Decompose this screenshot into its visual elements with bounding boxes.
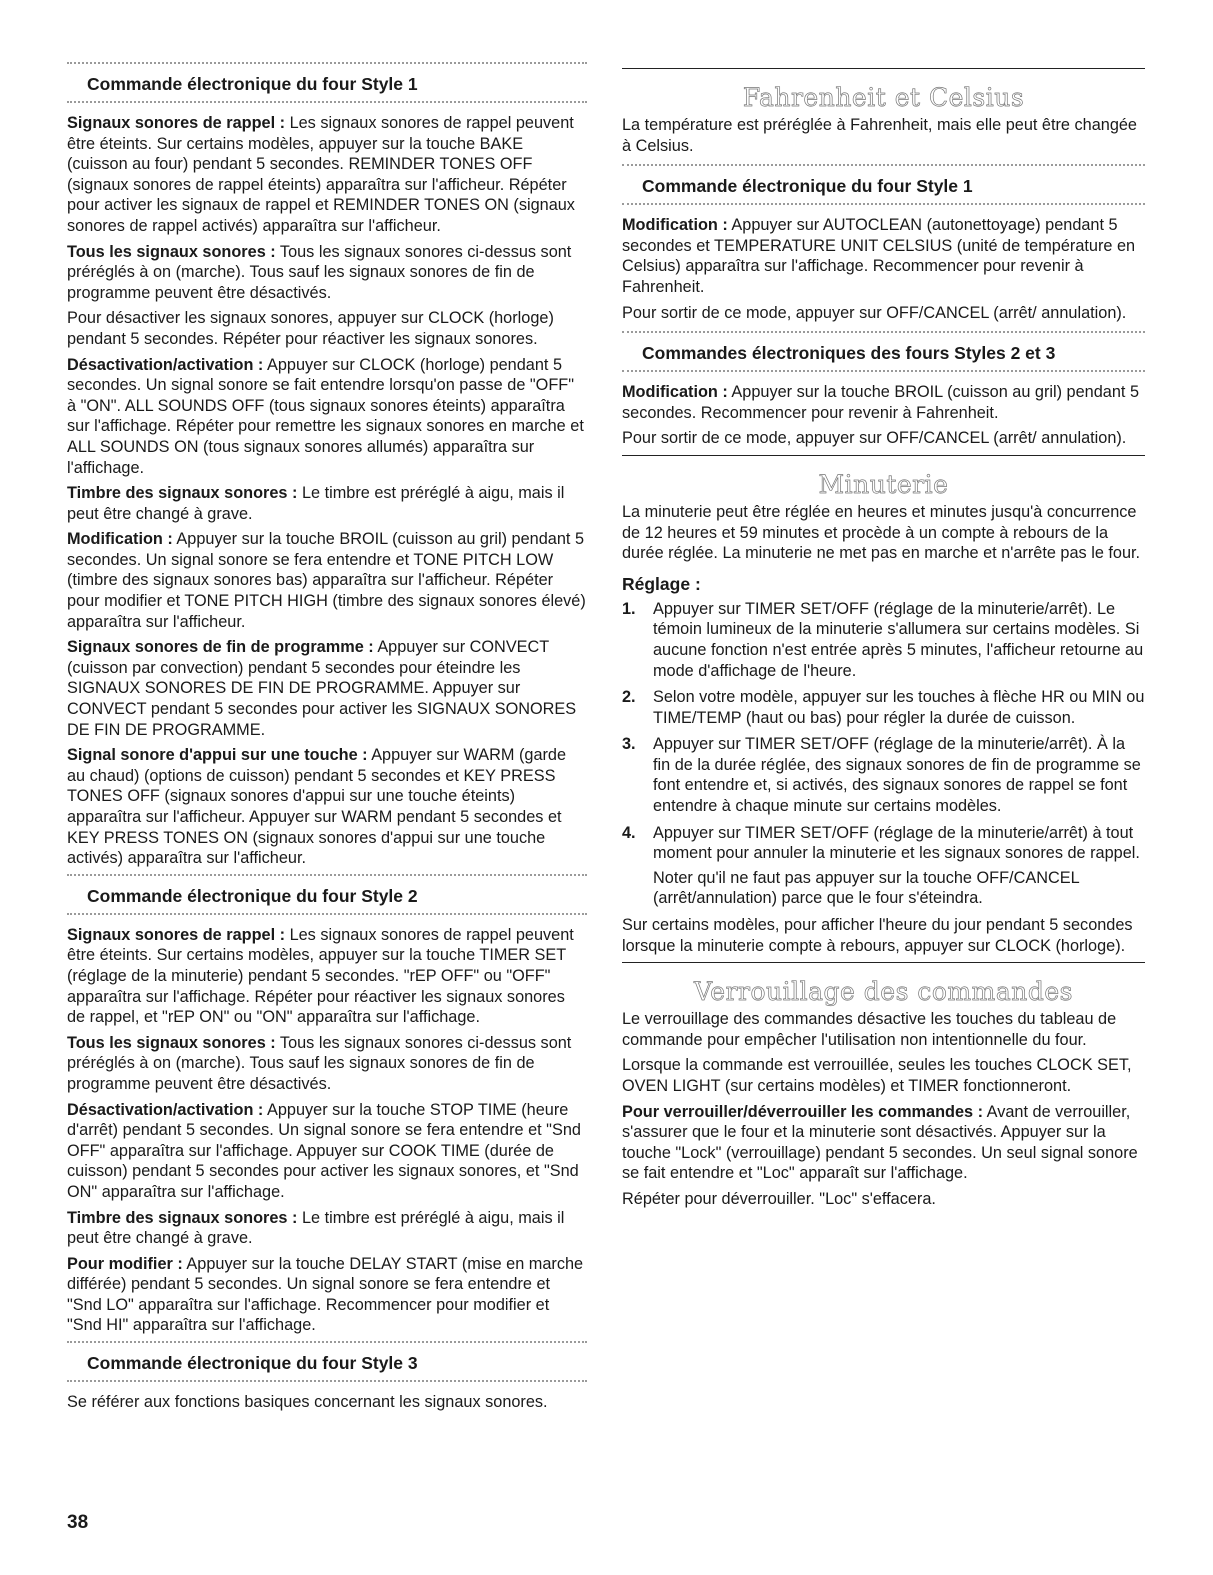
list-item <box>622 823 1145 909</box>
term-text: Appuyer sur AUTOCLEAN (autonettoyage) pendant 5 secondes et TEMPERATURE UNIT CELSIUS (unité de température en Celsius) apparaîtra sur l'affichage. Recommencer pour revenir à Fahrenheit. <box>622 216 1136 296</box>
paragraph <box>622 382 1145 423</box>
paragraph <box>622 215 1145 297</box>
step-number: 1. <box>622 599 636 618</box>
term-label: Signaux sonores de rappel : <box>67 114 286 132</box>
step-text: Appuyer sur TIMER SET/OFF (réglage de la minuterie/arrêt) à tout moment pour annuler la minuterie et les signaux sonores de rappel. <box>653 823 1140 863</box>
term-text: Appuyer sur la touche STOP TIME (heure d'arrêt) pendant 5 secondes. Un signal sonore se fera entendre et "Snd OFF" apparaîtra sur l'affichage. Appuyer sur COOK TIME (durée de cuisson) pendant 5 secondes pour activer les signaux sonores, et "Snd ON" apparaîtra sur l'affichage. <box>67 1100 581 1201</box>
paragraph <box>67 1033 587 1095</box>
paragraph: Pour sortir de ce mode, appuyer sur OFF/CANCEL (arrêt/ annulation). <box>622 429 1127 448</box>
step-text: Appuyer sur TIMER SET/OFF (réglage de la minuterie/arrêt). À la fin de la durée réglée, des signaux sonores de fin de programme se font entendre et, si activés, des signaux sonores de rappel se font entendre à chaque minute sur certains modèles. <box>653 735 1141 816</box>
paragraph <box>67 355 587 479</box>
term-text: Appuyer sur la touche DELAY START (mise en marche différée) pendant 5 secondes. Un signal sonore se fera entendre et "Snd LO" apparaîtra sur l'affichage. Recommencer pour modifier et "Snd HI" apparaîtra sur l'affichage. <box>67 1254 584 1335</box>
minuterie-section-title: Minuterie <box>622 455 1145 500</box>
term-label: Signaux sonores de fin de programme : <box>67 638 374 657</box>
term-text: Appuyer sur CLOCK (horloge) pendant 5 secondes. Un signal sonore se fait entendre lorsqu'on passe de "OFF" à "ON". ALL SOUNDS OFF (tous signaux sonores éteints) apparaîtra sur l'affichage. Répéter pour remettre les signaux sonores en marche et ALL SOUNDS ON (tous signaux sonores allumés) apparaîtra sur l'affichage. <box>67 355 584 477</box>
style2-heading: Commande électronique du four Style 2 <box>67 874 587 915</box>
term-text: Les signaux sonores de rappel peuvent être éteints. Sur certains modèles, appuyer sur la touche TIMER SET (réglage de la minuterie) pendant 5 secondes. "rEP OFF" ou "OFF" apparaîtra sur l'affichage. Répéter pour réactiver les signaux sonores de rappel, et "rEP ON" ou "ON" apparaîtra sur l'affichage. <box>67 925 574 1027</box>
verrouillage-section-title: Verrouillage des commandes <box>622 962 1145 1007</box>
term-label: Désactivation/activation : <box>67 1100 264 1119</box>
step-text: Appuyer sur TIMER SET/OFF (réglage de la minuterie/arrêt). Le témoin lumineux de la minuterie s'allumera sur certains modèles. Si aucune fonction n'est entrée après 5 minutes, l'afficheur retourne au mode d'affichage de l'heure. <box>653 599 1144 680</box>
paragraph: La minuterie peut être réglée en heures et minutes jusqu'à concurrence de 12 heures et 59 minutes et procède à un compte à rebours de la durée réglée. La minuterie ne met pas en marche et n'arrête pas le four. <box>622 502 1141 563</box>
list-item <box>622 734 1145 816</box>
paragraph <box>67 745 587 869</box>
term-text: Appuyer sur la touche BROIL (cuisson au gril) pendant 5 secondes. Un signal sonore se fera entendre et TONE PITCH LOW (timbre des signaux sonores bas) apparaîtra sur l'afficheur. Répéter pour modifier et TONE PITCH HIGH (timbre des signaux sonores élevé) apparaîtra sur l'afficheur. <box>67 530 586 631</box>
term-text: Le timbre est préréglé à aigu, mais il peut être changé à grave. <box>67 1208 565 1248</box>
term-label: Modification : <box>622 216 728 235</box>
paragraph: Se référer aux fonctions basiques concernant les signaux sonores. <box>67 1393 548 1412</box>
term-text: Les signaux sonores de rappel peuvent être éteints. Sur certains modèles, appuyer sur la touche BAKE (cuisson au four) pendant 5 secondes. REMINDER TONES OFF (signaux sonores de rappel éteints) apparaîtra sur l'afficheur. Répéter pour activer les signaux de rappel et REMINDER TONES ON (signaux sonores de rappel activés) apparaîtra sur l'afficheur. <box>67 114 575 235</box>
step-number: 3. <box>622 735 636 754</box>
term-text: Tous les signaux sonores ci-dessus sont préréglés à on (marche). Tous sauf les signaux sonores de fin de programme peuvent être désactivés. <box>67 242 572 302</box>
style3-heading: Commande électronique du four Style 3 <box>67 1341 587 1382</box>
fahrenheit-style1-heading: Commande électronique du four Style 1 <box>622 164 1145 205</box>
step-number: 4. <box>622 823 636 842</box>
term-text: Tous les signaux sonores ci-dessus sont préréglés à on (marche). Tous sauf les signaux sonores de fin de programme peuvent être désactivés. <box>67 1033 572 1093</box>
paragraph <box>67 1208 587 1249</box>
style1-heading: Commande électronique du four Style 1 <box>67 62 587 103</box>
paragraph <box>67 925 587 1028</box>
paragraph: Lorsque la commande est verrouillée, seules les touches CLOCK SET, OVEN LIGHT (sur certains modèles) et TIMER fonctionneront. <box>622 1056 1132 1095</box>
term-label: Tous les signaux sonores : <box>67 1033 276 1052</box>
term-label: Signaux sonores de rappel : <box>67 925 286 944</box>
steps-list <box>622 599 1145 909</box>
paragraph <box>67 529 587 632</box>
term-label: Désactivation/activation : <box>67 355 264 374</box>
reglage-heading: Réglage : <box>622 573 701 594</box>
term-text: Avant de verrouiller, s'assurer que le four et la minuterie sont désactivés. Appuyer sur la touche "Lock" (verrouillage) pendant 5 secondes. Un seul signal sonore se fait entendre et "Loc" apparaît sur l'affichage. <box>622 1102 1138 1183</box>
term-text: Appuyer sur CONVECT (cuisson par convection) pendant 5 secondes pour éteindre les SIGNAUX SONORES DE FIN DE PROGRAMME. Appuyer sur CONVECT pendant 5 secondes pour activer les SIGNAUX SONORES DE FIN DE PROGRAMME. <box>67 638 577 739</box>
paragraph: Sur certains modèles, pour afficher l'heure du jour pendant 5 secondes lorsque la minuterie compte à rebours, appuyer sur CLOCK (horloge). <box>622 916 1133 955</box>
paragraph: Répéter pour déverrouiller. "Loc" s'effacera. <box>622 1189 936 1208</box>
term-text: Appuyer sur la touche BROIL (cuisson au gril) pendant 5 secondes. Recommencer pour revenir à Fahrenheit. <box>622 383 1139 422</box>
left-column <box>67 62 587 1418</box>
list-item <box>622 599 1145 681</box>
term-label: Signal sonore d'appui sur une touche : <box>67 746 368 765</box>
paragraph: Pour désactiver les signaux sonores, appuyer sur CLOCK (horloge) pendant 5 secondes. Répéter pour réactiver les signaux sonores. <box>67 309 554 348</box>
term-label: Modification : <box>622 383 728 402</box>
page-number: 38 <box>67 1512 89 1533</box>
term-label: Pour verrouiller/déverrouiller les commandes : <box>622 1102 984 1121</box>
paragraph <box>67 113 587 237</box>
fahrenheit-style23-heading: Commandes électroniques des fours Styles 2 et 3 <box>622 331 1145 372</box>
paragraph <box>67 1100 587 1203</box>
term-label: Timbre des signaux sonores : <box>67 1208 298 1227</box>
right-column <box>622 62 1145 1215</box>
paragraph <box>67 483 587 524</box>
paragraph: Le verrouillage des commandes désactive les touches du tableau de commande pour empêcher l'utilisation non intentionnelle du four. <box>622 1010 1117 1049</box>
term-text: Le timbre est préréglé à aigu, mais il peut être changé à grave. <box>67 484 565 523</box>
step-text: Selon votre modèle, appuyer sur les touches à flèche HR ou MIN ou TIME/TEMP (haut ou bas) pour régler la durée de cuisson. <box>653 688 1145 727</box>
term-label: Pour modifier : <box>67 1254 183 1273</box>
paragraph <box>67 242 587 304</box>
step-number: 2. <box>622 688 636 707</box>
paragraph: Pour sortir de ce mode, appuyer sur OFF/CANCEL (arrêt/ annulation). <box>622 303 1127 322</box>
list-item <box>622 687 1145 728</box>
paragraph: La température est préréglée à Fahrenheit, mais elle peut être changée à Celsius. <box>622 116 1137 155</box>
paragraph <box>622 1102 1145 1184</box>
term-text: Appuyer sur WARM (garde au chaud) (options de cuisson) pendant 5 secondes et KEY PRESS TONES OFF (signaux sonores d'appui sur une touche éteints) apparaîtra sur l'afficheur. Appuyer sur WARM pendant 5 secondes et KEY PRESS TONES ON (signaux sonores d'appui sur une touche activés) apparaîtra sur l'afficheur. <box>67 746 567 868</box>
fahrenheit-section-title: Fahrenheit et Celsius <box>622 68 1145 113</box>
term-label: Tous les signaux sonores : <box>67 242 276 261</box>
paragraph <box>67 1254 587 1336</box>
paragraph <box>67 637 587 740</box>
step-note: Noter qu'il ne faut pas appuyer sur la touche OFF/CANCEL (arrêt/annulation) parce que le four s'éteindra. <box>653 868 1080 908</box>
term-label: Modification : <box>67 530 173 549</box>
term-label: Timbre des signaux sonores : <box>67 484 298 503</box>
